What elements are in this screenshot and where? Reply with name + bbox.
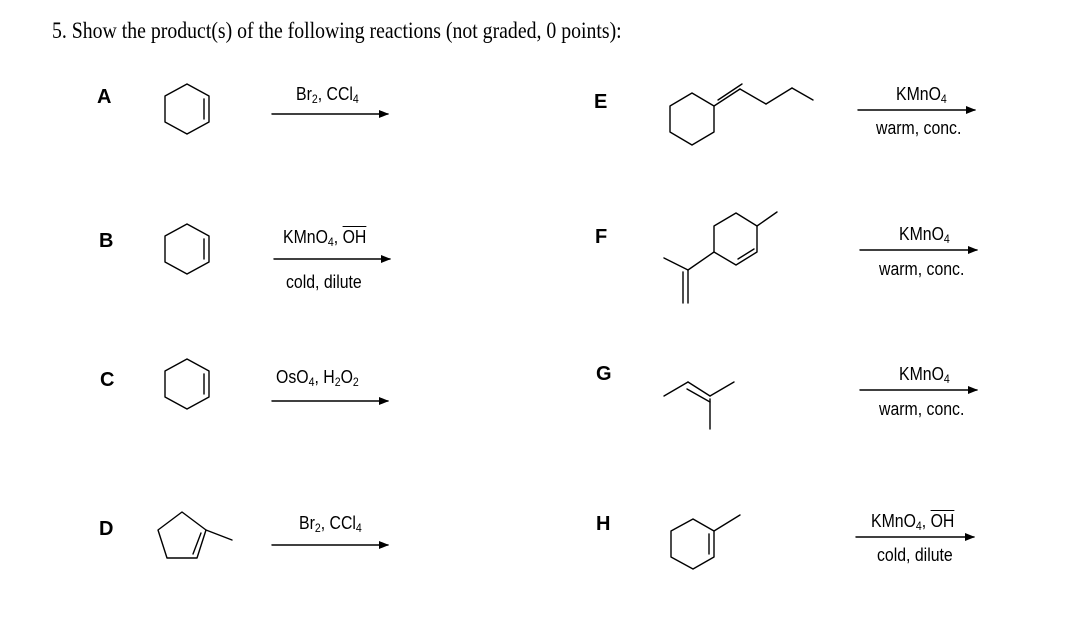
reaction-label-h: H <box>596 513 611 535</box>
reagent-bottom-h: cold, dilute <box>877 545 953 565</box>
reaction-label-g: G <box>596 363 612 385</box>
reaction-label-d: D <box>99 518 114 540</box>
reagent-bottom-g: warm, conc. <box>879 399 965 419</box>
methylcyclohexene-structure-h <box>671 515 740 569</box>
reaction-label-a: A <box>97 86 112 108</box>
reagent-top-b: KMnO$_4$, $\overline{OH}$ <box>283 227 367 249</box>
reagent-top-f: KMnO$_4$ <box>899 224 950 246</box>
reaction-label-b: B <box>99 230 114 252</box>
methylbutene-structure-g <box>664 382 734 429</box>
cyclohexene-structure-a <box>165 84 209 134</box>
reagent-top-g: KMnO$_4$ <box>899 364 950 386</box>
question-title: 5. Show the product(s) of the following reactions (not graded, 0 points): <box>52 18 622 43</box>
butylidenecyclohexane-structure-e <box>670 84 813 145</box>
reagent-top-e: KMnO$_4$ <box>896 84 947 106</box>
reagent-bottom-e: warm, conc. <box>876 118 962 138</box>
reaction-label-e: E <box>594 91 608 113</box>
reagent-top-a: $Br_2$, CCl$_4$ <box>296 84 359 106</box>
cyclohexene-structure-b <box>165 224 209 274</box>
reagent-bottom-b: cold, dilute <box>286 272 362 292</box>
terpinolene-structure-f <box>664 212 777 303</box>
reagent-top-d: $Br_2$, CCl$_4$ <box>299 513 362 535</box>
cyclohexene-structure-c <box>165 359 209 409</box>
reaction-label-c: C <box>100 369 115 391</box>
reaction-label-f: F <box>595 226 608 248</box>
reagent-bottom-f: warm, conc. <box>879 259 965 279</box>
methylcyclopentene-structure-d <box>158 512 232 558</box>
reagent-top-c: OsO$_4$, $H_2O_2$ <box>276 367 359 389</box>
reagent-top-h: KMnO$_4$, $\overline{OH}$ <box>871 511 955 533</box>
